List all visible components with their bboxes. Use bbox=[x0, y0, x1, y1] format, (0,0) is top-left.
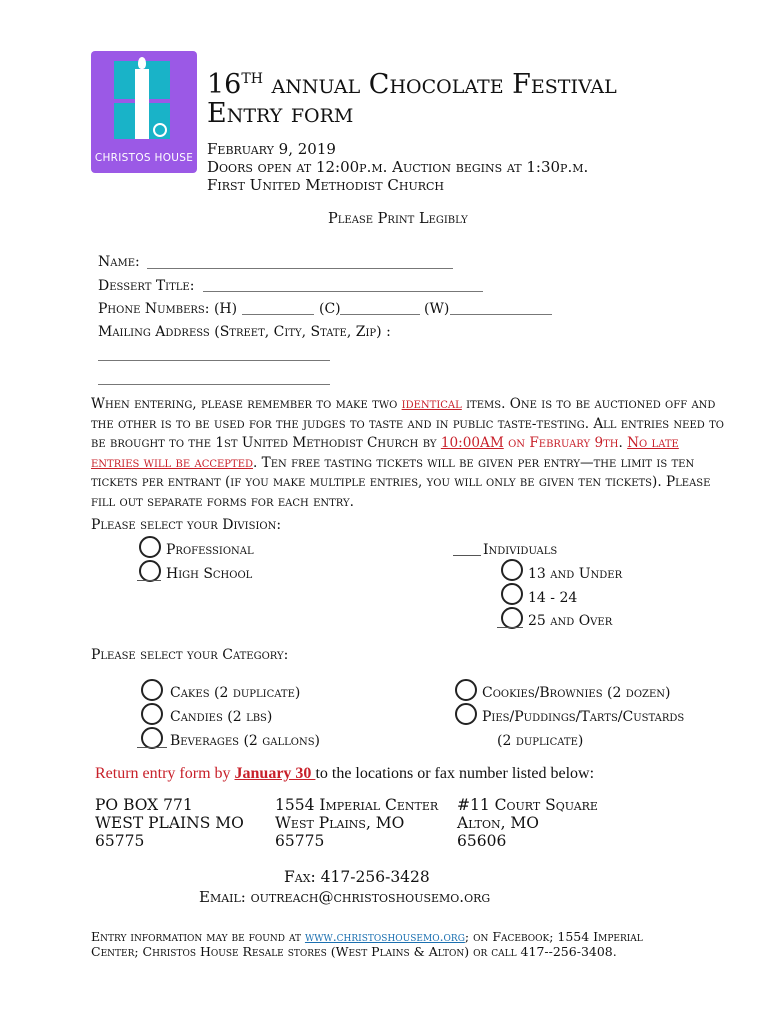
age-13-under-radio[interactable] bbox=[501, 559, 523, 581]
pies-duplicate-note: (2 duplicate) bbox=[497, 733, 584, 749]
title-line-1: annual Chocolate Festival bbox=[262, 69, 617, 100]
event-venue: First United Methodist Church bbox=[207, 176, 445, 194]
age-25-over-option: 25 and Over bbox=[528, 613, 613, 629]
name-field[interactable] bbox=[147, 268, 453, 269]
age-14-24-option: 14 - 24 bbox=[528, 590, 578, 606]
print-legibly-note: Please Print Legibly bbox=[328, 211, 468, 227]
individuals-blank[interactable] bbox=[453, 555, 481, 556]
phone-home-label: Phone Numbers: (H) bbox=[98, 301, 238, 317]
dessert-title-field[interactable] bbox=[203, 291, 483, 292]
footer-line-2: Center; Christos House Resale stores (West Plains & Alton) or call 417--256-3408. bbox=[91, 944, 617, 959]
footer-line-1: Entry information may be found at www.christoshousemo.org; on Facebook; 1554 Imperial bbox=[91, 929, 643, 944]
address-block-3: #11 Court Square Alton, MO 65606 bbox=[457, 796, 598, 850]
candies-option: Candies (2 lbs) bbox=[170, 709, 273, 725]
form-title bbox=[207, 62, 617, 102]
christos-house-logo bbox=[91, 51, 197, 173]
event-date: February 9, 2019 bbox=[207, 140, 336, 158]
address-block-2: 1554 Imperial Center West Plains, MO 65775 bbox=[275, 796, 439, 850]
pies-option: Pies/Puddings/Tarts/Custards bbox=[482, 709, 685, 725]
division-label: Please select your Division: bbox=[91, 517, 282, 533]
address-line-1[interactable] bbox=[98, 360, 330, 361]
title-line-2: Entry form bbox=[207, 98, 354, 129]
event-times: Doors open at 12:00p.m. Auction begins at 1:30p.m. bbox=[207, 158, 589, 176]
high-school-radio[interactable] bbox=[139, 560, 161, 582]
flame-icon bbox=[138, 57, 146, 69]
category-label: Please select your Category: bbox=[91, 647, 289, 663]
title-number: 16 bbox=[207, 69, 242, 100]
cakes-option: Cakes (2 duplicate) bbox=[170, 685, 301, 701]
professional-radio[interactable] bbox=[139, 536, 161, 558]
age-14-24-radio[interactable] bbox=[501, 583, 523, 605]
individuals-option: Individuals bbox=[483, 542, 558, 558]
fax-number: Fax: 417-256-3428 bbox=[284, 868, 430, 886]
deadline-time: 10:00AM bbox=[440, 435, 504, 451]
dessert-title-label: Dessert Title: bbox=[98, 278, 195, 294]
address-block-1: PO BOX 771 WEST PLAINS MO 65775 bbox=[95, 796, 244, 850]
candies-radio[interactable] bbox=[141, 703, 163, 725]
cookies-radio[interactable] bbox=[455, 679, 477, 701]
title-superscript: TH bbox=[241, 71, 263, 87]
return-deadline: January 30 bbox=[234, 765, 316, 782]
address-line-2[interactable] bbox=[98, 384, 330, 385]
professional-option: Professional bbox=[166, 542, 254, 558]
phone-work-label: (W) bbox=[424, 301, 450, 317]
phone-work-field[interactable] bbox=[450, 314, 552, 315]
phone-cell-label: (C) bbox=[319, 301, 341, 317]
age-13-under-option: 13 and Under bbox=[528, 566, 623, 582]
entry-instructions: When entering, please remember to make two identical items. One is to be auctioned off and the other is to be used for the judges to taste and in public taste-testing. All entries need to be brought to the 1st United Methodist Church by 10:00AM on February 9th. No late entries will be accepted. Ten free tasting tickets will be given per entry—the limit is ten tickets per entrant (if you make multiple entries, you will only be given ten tickets). Please fill out separate forms for each entry. bbox=[91, 396, 724, 510]
return-instructions: Return entry form by January 30 to the locations or fax number listed below: bbox=[95, 765, 595, 782]
mailing-address-label: Mailing Address (Street, City, State, Zip) : bbox=[98, 324, 391, 340]
cakes-radio[interactable] bbox=[141, 679, 163, 701]
email-address: Email: outreach@christoshousemo.org bbox=[199, 888, 491, 906]
age-25-over-radio[interactable] bbox=[501, 607, 523, 629]
website-link[interactable]: www.christoshousemo.org bbox=[304, 929, 465, 944]
phone-cell-field[interactable] bbox=[340, 314, 420, 315]
logo-label: CHRISTOS HOUSE bbox=[94, 152, 194, 164]
candle-icon bbox=[135, 69, 149, 139]
identical-emphasis: identical bbox=[401, 396, 462, 412]
beverages-option: Beverages (2 gallons) bbox=[170, 733, 321, 749]
pies-radio[interactable] bbox=[455, 703, 477, 725]
phone-home-field[interactable] bbox=[242, 314, 314, 315]
high-school-option: High School bbox=[166, 566, 253, 582]
no-late-entries: No late entries will be accepted bbox=[91, 435, 679, 471]
cookies-option: Cookies/Brownies (2 dozen) bbox=[482, 685, 671, 701]
deadline-date: on February 9th bbox=[508, 435, 619, 451]
name-label: Name: bbox=[98, 254, 140, 270]
beverages-radio[interactable] bbox=[141, 727, 163, 749]
